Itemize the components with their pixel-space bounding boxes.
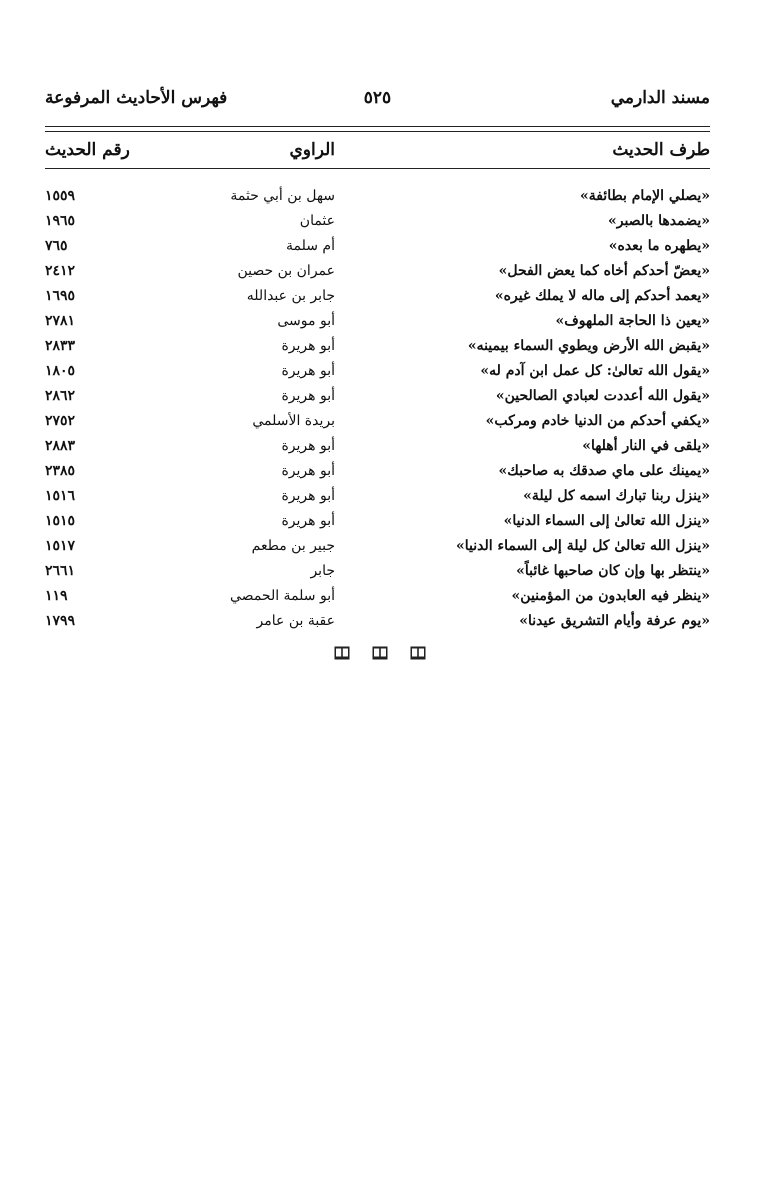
section-end-ornaments (0, 642, 760, 661)
narrator-name: عقبة بن عامر (256, 613, 335, 629)
hadith-number: ١٧٩٩ (45, 613, 76, 629)
narrator-name: أبو موسى (277, 313, 335, 329)
index-title: فهرس الأحاديث المرفوعة (45, 88, 228, 108)
hadith-number: ٢٦٦١ (45, 563, 76, 579)
hadith-incipit: «يقول الله أعددت لعبادي الصالحين» (495, 388, 710, 404)
hadith-number: ١٨٠٥ (45, 363, 76, 379)
narrator-name: أبو سلمة الحمصي (230, 588, 335, 604)
narrator-name: أم سلمة (286, 238, 335, 254)
table-row (45, 359, 710, 384)
hadith-incipit: «يلقى في النار أهلها» (582, 438, 710, 454)
table-row (45, 209, 710, 234)
table-row (45, 534, 710, 559)
narrator-name: أبو هريرة (281, 513, 335, 529)
narrator-name: جبير بن مطعم (251, 538, 335, 554)
table-row (45, 559, 710, 584)
hadith-incipit: «يكفي أحدكم من الدنيا خادم ومركب» (485, 413, 710, 429)
hadith-number: ١٩٦٥ (45, 213, 76, 229)
hadith-incipit: «يمينك على ماي صدقك به صاحبك» (498, 463, 710, 479)
hadith-incipit: «يعمد أحدكم إلى ماله لا يملك غيره» (494, 288, 710, 304)
hadith-number: ١٥٥٩ (45, 188, 76, 204)
narrator-name: أبو هريرة (281, 488, 335, 504)
hadith-number: ٢٤١٢ (45, 263, 76, 279)
hadith-number: ٢٧٥٢ (45, 413, 76, 429)
hadith-incipit: «يقول الله تعالىٰ: كل عمل ابن آدم له» (480, 363, 710, 379)
table-row (45, 259, 710, 284)
hadith-incipit: «يعين ذا الحاجة الملهوف» (555, 313, 710, 329)
hadith-number: ١٥١٦ (45, 488, 76, 504)
narrator-name: سهل بن أبي حثمة (230, 188, 335, 204)
column-header-narrator: الراوي (289, 140, 335, 160)
index-table (45, 184, 710, 634)
running-head (45, 88, 710, 118)
narrator-name: أبو هريرة (281, 463, 335, 479)
hadith-number: ١٥١٥ (45, 513, 76, 529)
table-row (45, 309, 710, 334)
hadith-number: ٢٨٦٢ (45, 388, 76, 404)
hadith-incipit: «يطهره ما بعده» (608, 238, 710, 254)
book-title: مسند الدارمي (610, 88, 710, 108)
page-number: ٥٢٥ (363, 88, 392, 108)
hadith-number: ٢٨٨٣ (45, 438, 76, 454)
table-row (45, 234, 710, 259)
table-row (45, 409, 710, 434)
hadith-incipit: «يضمدها بالصبر» (607, 213, 710, 229)
hadith-incipit: «يقبض الله الأرض ويطوي السماء بيمينه» (467, 338, 710, 354)
hadith-number: ٢٧٨١ (45, 313, 76, 329)
narrator-name: أبو هريرة (281, 438, 335, 454)
table-row (45, 584, 710, 609)
open-book-icon (334, 646, 350, 660)
column-header-number: رقم الحديث (45, 140, 130, 160)
open-book-icon (372, 646, 388, 660)
narrator-name: بريدة الأسلمي (252, 413, 335, 429)
narrator-name: أبو هريرة (281, 338, 335, 354)
hadith-incipit: «ينزل الله تعالىٰ كل ليلة إلى السماء الدنيا» (456, 538, 710, 554)
table-row (45, 609, 710, 634)
table-row (45, 184, 710, 209)
table-row (45, 434, 710, 459)
hadith-incipit: «ينظر فيه العابدون من المؤمنين» (511, 588, 710, 604)
table-row (45, 509, 710, 534)
hadith-number: ١٦٩٥ (45, 288, 76, 304)
table-row (45, 384, 710, 409)
narrator-name: جابر (310, 563, 335, 579)
hadith-number: ٧٦٥ (45, 238, 68, 254)
table-row (45, 484, 710, 509)
table-row (45, 459, 710, 484)
narrator-name: أبو هريرة (281, 388, 335, 404)
table-row (45, 284, 710, 309)
hadith-number: ٢٣٨٥ (45, 463, 76, 479)
hadith-number: ١٥١٧ (45, 538, 76, 554)
hadith-incipit: «ينزل الله تعالىٰ إلى السماء الدنيا» (503, 513, 710, 529)
open-book-icon (410, 646, 426, 660)
header-double-rule (45, 126, 710, 132)
hadith-incipit: «ينتظر بها وإن كان صاحبها غائباً» (516, 563, 710, 579)
table-row (45, 334, 710, 359)
column-header-rule (45, 168, 710, 169)
narrator-name: عثمان (299, 213, 335, 229)
column-headers (45, 140, 710, 168)
hadith-number: ١١٩ (45, 588, 68, 604)
hadith-incipit: «يوم عرفة وأيام التشريق عيدنا» (519, 613, 710, 629)
column-header-hadith: طرف الحديث (612, 140, 710, 160)
hadith-incipit: «يصلي الإمام بطائفة» (579, 188, 710, 204)
narrator-name: أبو هريرة (281, 363, 335, 379)
hadith-number: ٢٨٣٣ (45, 338, 76, 354)
hadith-incipit: «يعضّ أحدكم أخاه كما يعض الفحل» (498, 263, 710, 279)
narrator-name: عمران بن حصين (237, 263, 335, 279)
narrator-name: جابر بن عبدالله (246, 288, 335, 304)
hadith-incipit: «ينزل ربنا تبارك اسمه كل ليلة» (523, 488, 710, 504)
